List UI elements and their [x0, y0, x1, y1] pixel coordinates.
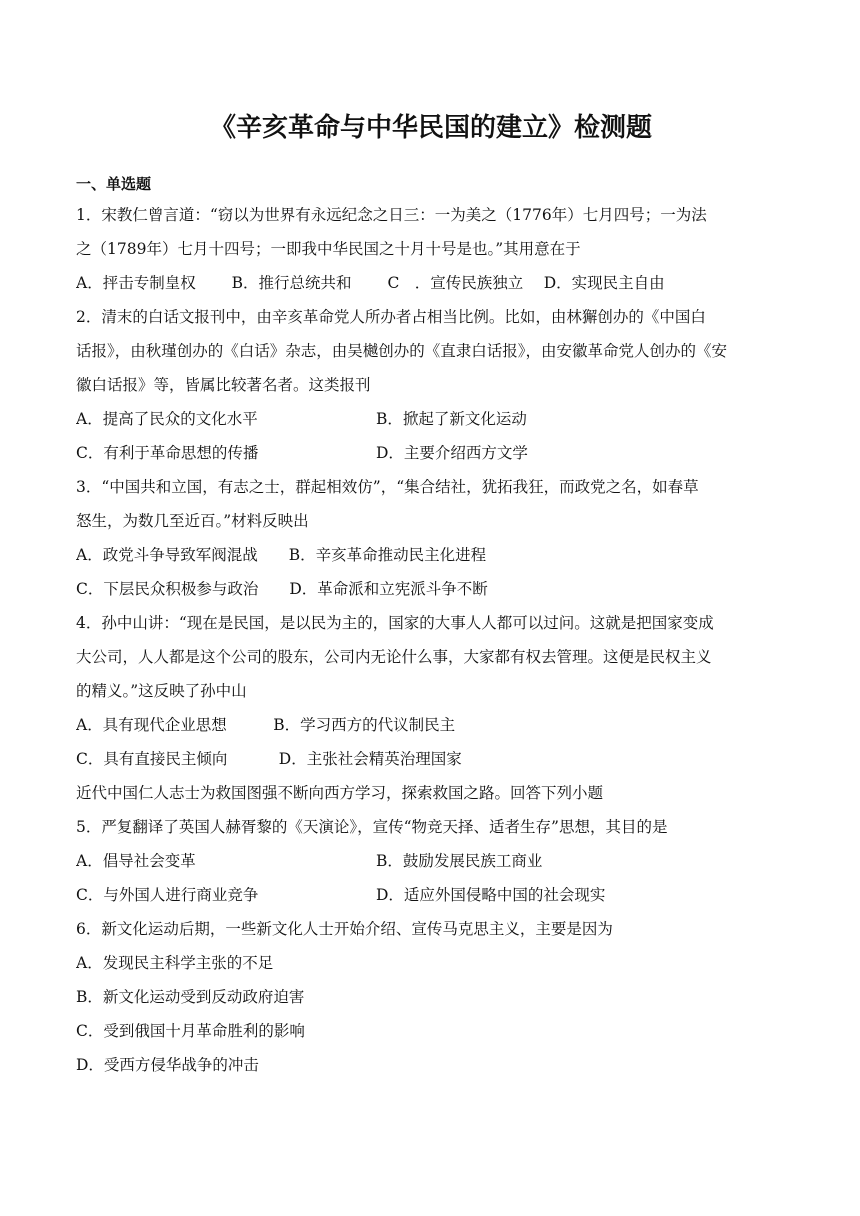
q5-options-row-2	[76, 878, 786, 912]
q6-option-b: B．新文化运动受到反动政府迫害	[76, 988, 305, 1006]
q6-stem-line-1: 6．新文化运动后期，一些新文化人士开始介绍、宣传马克思主义，主要是因为	[76, 920, 613, 938]
q2-options-row-2	[76, 436, 786, 470]
section-heading: 一、单选题	[76, 175, 152, 193]
q2-option-c: C．有利于革命思想的传播	[76, 444, 259, 462]
q4-options-row-2: C．具有直接民主倾向 D．主张社会精英治理国家	[76, 750, 462, 768]
q5-stem-line-1: 5．严复翻译了英国人赫胥黎的《天演论》，宣传“物竞天择、适者生存”思想，其目的是	[76, 818, 668, 836]
q4-stem-line-2: 大公司，人人都是这个公司的股东，公司内无论什么事，大家都有权去管理。这便是民权主义	[76, 648, 712, 666]
q1-stem-line-2: 之（1789年）七月十四号；一即我中华民国之十月十号是也。”其用意在于	[76, 240, 581, 258]
q6-option-d: D．受西方侵华战争的冲击	[76, 1056, 259, 1074]
q5-option-c: C．与外国人进行商业竞争	[76, 886, 259, 904]
q3-stem-line-2: 怒生，为数几至近百。”材料反映出	[76, 512, 309, 530]
q2-option-a: A．提高了民众的文化水平	[76, 410, 258, 428]
q4-stem-line-1: 4．孙中山讲：“现在是民国，是以民为主的，国家的大事人人都可以过问。这就是把国家变成	[76, 614, 714, 632]
group-intro: 近代中国仁人志士为救国图强不断向西方学习，探索救国之路。回答下列小题	[76, 784, 604, 802]
q3-options-row-2: C．下层民众积极参与政治 D．革命派和立宪派斗争不断	[76, 580, 488, 598]
q6-option-a: A．发现民主科学主张的不足	[76, 954, 274, 972]
q2-stem-line-1: 2．清末的白话文报刊中，由辛亥革命党人所办者占相当比例。比如，由林獬创办的《中国白	[76, 308, 706, 326]
q6-option-c: C．受到俄国十月革命胜利的影响	[76, 1022, 305, 1040]
document-title: 《辛亥革命与中华民国的建立》检测题	[209, 113, 652, 143]
q1-stem-line-1: 1．宋教仁曾言道：“窃以为世界有永远纪念之日三：一为美之（1776年）七月四号；一为法	[76, 206, 707, 224]
q3-stem-line-1: 3．“中国共和立国，有志之士，群起相效仿”，“集合结社，犹拓我狂，而政党之名，如春草	[76, 478, 699, 496]
q4-stem-line-3: 的精义。”这反映了孙中山	[76, 682, 247, 700]
q5-option-d: D．适应外国侵略中国的社会现实	[376, 886, 606, 904]
q3-options-row-1: A．政党斗争导致军阀混战 B．辛亥革命推动民主化进程	[76, 546, 487, 564]
q2-options-row-1	[76, 402, 786, 436]
q4-options-row-1: A．具有现代企业思想 B．学习西方的代议制民主	[76, 716, 456, 734]
q1-options: A．抨击专制皇权 B．推行总统共和 C ．宣传民族独立 D．实现民主自由	[76, 274, 665, 292]
q5-option-a: A．倡导社会变革	[76, 852, 196, 870]
q2-option-b: B．掀起了新文化运动	[376, 410, 527, 428]
q5-option-b: B．鼓励发展民族工商业	[376, 852, 543, 870]
q2-option-d: D．主要介绍西方文学	[376, 444, 528, 462]
q5-options-row-1	[76, 844, 786, 878]
question-list	[76, 198, 786, 1082]
q2-stem-line-3: 徽白话报》等，皆属比较著名者。这类报刊	[76, 376, 371, 394]
q2-stem-line-2: 话报》，由秋瑾创办的《白话》杂志，由吴樾创办的《直隶白话报》，由安徽革命党人创办的《安	[76, 342, 728, 360]
